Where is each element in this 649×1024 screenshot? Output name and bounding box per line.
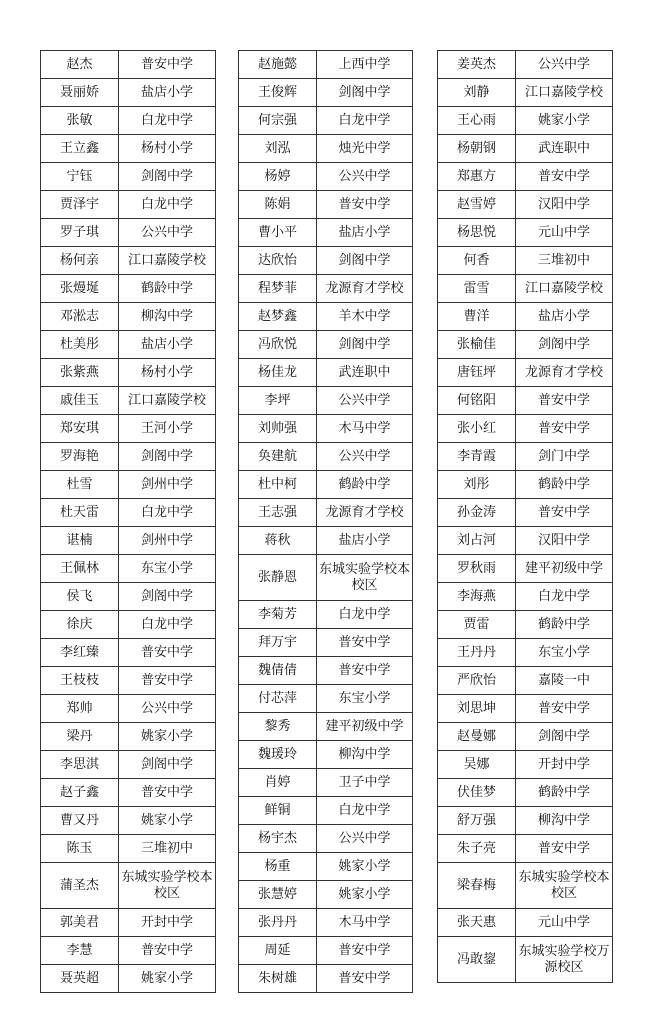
student-name-cell: 邓淞志 (41, 303, 119, 331)
school-name-cell: 姚家小学 (516, 107, 613, 135)
school-name-cell: 剑阁中学 (119, 751, 216, 779)
table-row (239, 769, 413, 797)
student-name-cell: 赵曼娜 (438, 723, 516, 751)
school-name-cell: 东城实验学校万源校区 (516, 937, 613, 983)
school-name-cell: 盐店小学 (516, 303, 613, 331)
student-name-cell: 宁钰 (41, 163, 119, 191)
school-name-cell: 剑阁中学 (317, 79, 413, 107)
table-row (438, 303, 613, 331)
school-name-cell: 鹤龄中学 (516, 611, 613, 639)
table-row (438, 639, 613, 667)
school-name-cell: 木马中学 (317, 415, 413, 443)
table-row (41, 415, 216, 443)
school-name-cell: 王河小学 (119, 415, 216, 443)
school-name-cell: 汉阳中学 (516, 191, 613, 219)
table-row (239, 825, 413, 853)
student-name-cell: 冯敢鋆 (438, 937, 516, 983)
table-row (41, 443, 216, 471)
school-name-cell: 鹤龄中学 (317, 471, 413, 499)
table-row (239, 881, 413, 909)
student-name-cell: 刘彤 (438, 471, 516, 499)
school-name-cell: 江口嘉陵学校 (516, 275, 613, 303)
table-row (41, 107, 216, 135)
student-name-cell: 孙金涛 (438, 499, 516, 527)
school-name-cell: 普安中学 (119, 51, 216, 79)
school-name-cell: 武连职中 (317, 359, 413, 387)
table-row (41, 247, 216, 275)
school-name-cell: 普安中学 (119, 639, 216, 667)
school-name-cell: 白龙中学 (119, 107, 216, 135)
school-name-cell: 东城实验学校本校区 (516, 863, 613, 909)
school-name-cell: 鹤龄中学 (119, 275, 216, 303)
student-name-cell: 李慧 (41, 937, 119, 965)
student-name-cell: 李坪 (239, 387, 317, 415)
table-row (239, 51, 413, 79)
school-name-cell: 鹤龄中学 (516, 779, 613, 807)
table-row (239, 79, 413, 107)
table-row (438, 471, 613, 499)
student-name-cell: 谌楠 (41, 527, 119, 555)
table-row (438, 107, 613, 135)
student-name-cell: 杨重 (239, 853, 317, 881)
student-name-cell: 贾泽宇 (41, 191, 119, 219)
student-name-cell: 严欣怡 (438, 667, 516, 695)
student-name-cell: 李思淇 (41, 751, 119, 779)
student-name-cell: 奂建航 (239, 443, 317, 471)
school-name-cell: 普安中学 (317, 657, 413, 685)
school-name-cell: 公兴中学 (516, 51, 613, 79)
table-row (41, 135, 216, 163)
student-name-cell: 王佩林 (41, 555, 119, 583)
table-row (438, 667, 613, 695)
school-name-cell: 普安中学 (516, 499, 613, 527)
school-name-cell: 姚家小学 (119, 723, 216, 751)
table-row (239, 107, 413, 135)
table-row (438, 835, 613, 863)
school-name-cell: 剑门中学 (516, 443, 613, 471)
table-row (41, 79, 216, 107)
table-row (41, 937, 216, 965)
school-name-cell: 元山中学 (516, 909, 613, 937)
student-name-cell: 张敏 (41, 107, 119, 135)
school-name-cell: 嘉陵一中 (516, 667, 613, 695)
table-row (41, 695, 216, 723)
table-row (239, 909, 413, 937)
student-name-cell: 曹又丹 (41, 807, 119, 835)
table-row (239, 713, 413, 741)
table-row (41, 303, 216, 331)
student-name-cell: 刘帅强 (239, 415, 317, 443)
table-row (41, 527, 216, 555)
student-name-cell: 张丹丹 (239, 909, 317, 937)
table-row (41, 219, 216, 247)
student-name-cell: 王俊辉 (239, 79, 317, 107)
student-name-cell: 肖婷 (239, 769, 317, 797)
school-name-cell: 羊木中学 (317, 303, 413, 331)
student-name-cell: 李菊芳 (239, 601, 317, 629)
student-name-cell: 陈娟 (239, 191, 317, 219)
student-name-cell: 王丹丹 (438, 639, 516, 667)
table-row (239, 741, 413, 769)
school-name-cell: 江口嘉陵学校 (119, 247, 216, 275)
table-row (239, 415, 413, 443)
school-name-cell: 杨村小学 (119, 359, 216, 387)
student-name-cell: 朱子亮 (438, 835, 516, 863)
table-row (438, 51, 613, 79)
student-name-cell: 杜雪 (41, 471, 119, 499)
school-name-cell: 公兴中学 (317, 825, 413, 853)
student-name-cell: 姜英杰 (438, 51, 516, 79)
table-row (41, 359, 216, 387)
student-name-cell: 舒万强 (438, 807, 516, 835)
school-name-cell: 普安中学 (516, 387, 613, 415)
school-name-cell: 剑阁中学 (119, 583, 216, 611)
school-name-cell: 姚家小学 (317, 881, 413, 909)
school-name-cell: 白龙中学 (119, 611, 216, 639)
school-name-cell: 普安中学 (516, 163, 613, 191)
student-name-cell: 张熳埏 (41, 275, 119, 303)
table-row (438, 863, 613, 909)
table-row (41, 611, 216, 639)
student-name-cell: 聂丽娇 (41, 79, 119, 107)
school-name-cell: 鹤龄中学 (516, 471, 613, 499)
school-name-cell: 元山中学 (516, 219, 613, 247)
table-row (41, 965, 216, 993)
table-row (438, 499, 613, 527)
student-name-cell: 郑惠方 (438, 163, 516, 191)
student-name-cell: 杨婷 (239, 163, 317, 191)
student-name-cell: 魏瑗玲 (239, 741, 317, 769)
table-row (41, 667, 216, 695)
student-name-cell: 黎秀 (239, 713, 317, 741)
school-name-cell: 普安中学 (119, 667, 216, 695)
table-row (41, 909, 216, 937)
student-name-cell: 杨何亲 (41, 247, 119, 275)
student-name-cell: 张紫燕 (41, 359, 119, 387)
student-name-cell: 伏佳梦 (438, 779, 516, 807)
table-row (41, 191, 216, 219)
table-row (438, 443, 613, 471)
table-row (239, 657, 413, 685)
table-row (239, 965, 413, 993)
table-row (41, 499, 216, 527)
school-name-cell: 卫子中学 (317, 769, 413, 797)
table-row (438, 555, 613, 583)
student-name-cell: 戚佳玉 (41, 387, 119, 415)
student-name-cell: 梁春梅 (438, 863, 516, 909)
table-row (239, 359, 413, 387)
table-row (438, 331, 613, 359)
table-row (438, 359, 613, 387)
school-name-cell: 东城实验学校本校区 (317, 555, 413, 601)
student-name-cell: 刘静 (438, 79, 516, 107)
table-row (239, 443, 413, 471)
table-row (438, 751, 613, 779)
school-name-cell: 龙源育才学校 (317, 275, 413, 303)
school-name-cell: 剑阁中学 (119, 443, 216, 471)
school-name-cell: 剑州中学 (119, 471, 216, 499)
school-name-cell: 剑阁中学 (317, 331, 413, 359)
table-row (41, 751, 216, 779)
school-name-cell: 东宝小学 (516, 639, 613, 667)
student-name-cell: 杨宇杰 (239, 825, 317, 853)
school-name-cell: 烛光中学 (317, 135, 413, 163)
table-row (239, 135, 413, 163)
school-name-cell: 开封中学 (119, 909, 216, 937)
table-row (239, 387, 413, 415)
roster-table-right (437, 50, 613, 983)
student-name-cell: 王立鑫 (41, 135, 119, 163)
student-name-cell: 雷雪 (438, 275, 516, 303)
student-name-cell: 赵子鑫 (41, 779, 119, 807)
table-row (438, 79, 613, 107)
school-name-cell: 姚家小学 (119, 965, 216, 993)
table-row (438, 527, 613, 555)
table-row (438, 937, 613, 983)
student-name-cell: 唐钰坪 (438, 359, 516, 387)
school-name-cell: 普安中学 (317, 629, 413, 657)
table-row (239, 527, 413, 555)
student-name-cell: 程梦菲 (239, 275, 317, 303)
student-name-cell: 赵梦鑫 (239, 303, 317, 331)
school-name-cell: 三堆初中 (119, 835, 216, 863)
school-name-cell: 江口嘉陵学校 (516, 79, 613, 107)
school-name-cell: 普安中学 (317, 937, 413, 965)
student-name-cell: 魏倩倩 (239, 657, 317, 685)
student-name-cell: 刘泓 (239, 135, 317, 163)
school-name-cell: 公兴中学 (317, 163, 413, 191)
student-name-cell: 刘思坤 (438, 695, 516, 723)
table-row (239, 797, 413, 825)
student-name-cell: 赵雪婷 (438, 191, 516, 219)
table-row (41, 779, 216, 807)
student-name-cell: 李青霞 (438, 443, 516, 471)
table-row (438, 695, 613, 723)
table-row (438, 163, 613, 191)
table-row (438, 275, 613, 303)
school-name-cell: 公兴中学 (119, 695, 216, 723)
school-name-cell: 上西中学 (317, 51, 413, 79)
student-name-cell: 张慧婷 (239, 881, 317, 909)
school-name-cell: 盐店小学 (119, 79, 216, 107)
table-row (41, 723, 216, 751)
school-name-cell: 柳沟中学 (317, 741, 413, 769)
student-name-cell: 王枝枝 (41, 667, 119, 695)
student-name-cell: 付芯萍 (239, 685, 317, 713)
student-name-cell: 梁丹 (41, 723, 119, 751)
table-row (239, 853, 413, 881)
student-name-cell: 杜天雷 (41, 499, 119, 527)
school-name-cell: 白龙中学 (317, 107, 413, 135)
student-name-cell: 贾雷 (438, 611, 516, 639)
table-row (239, 601, 413, 629)
school-name-cell: 普安中学 (317, 965, 413, 993)
table-row (438, 723, 613, 751)
school-name-cell: 柳沟中学 (516, 807, 613, 835)
table-row (41, 555, 216, 583)
table-row (438, 611, 613, 639)
school-name-cell: 木马中学 (317, 909, 413, 937)
school-name-cell: 白龙中学 (119, 191, 216, 219)
table-row (41, 51, 216, 79)
table-row (239, 331, 413, 359)
student-name-cell: 张静恩 (239, 555, 317, 601)
student-name-cell: 冯欣悦 (239, 331, 317, 359)
student-name-cell: 杨思悦 (438, 219, 516, 247)
school-name-cell: 龙源育才学校 (516, 359, 613, 387)
table-row (239, 303, 413, 331)
school-name-cell: 普安中学 (119, 779, 216, 807)
school-name-cell: 盐店小学 (119, 331, 216, 359)
school-name-cell: 公兴中学 (317, 387, 413, 415)
school-name-cell: 武连职中 (516, 135, 613, 163)
student-name-cell: 张小红 (438, 415, 516, 443)
school-name-cell: 三堆初中 (516, 247, 613, 275)
table-row (41, 583, 216, 611)
table-row (239, 937, 413, 965)
table-row (41, 275, 216, 303)
table-row (41, 387, 216, 415)
student-name-cell: 张榆佳 (438, 331, 516, 359)
table-row (438, 247, 613, 275)
student-name-cell: 张天惠 (438, 909, 516, 937)
student-name-cell: 朱树雄 (239, 965, 317, 993)
student-name-cell: 郑帅 (41, 695, 119, 723)
student-name-cell: 郑安琪 (41, 415, 119, 443)
student-name-cell: 李海燕 (438, 583, 516, 611)
student-name-cell: 王志强 (239, 499, 317, 527)
table-row (239, 219, 413, 247)
table-row (239, 555, 413, 601)
student-name-cell: 赵施懿 (239, 51, 317, 79)
table-row (41, 331, 216, 359)
school-name-cell: 龙源育才学校 (317, 499, 413, 527)
student-name-cell: 杜中柯 (239, 471, 317, 499)
school-name-cell: 汉阳中学 (516, 527, 613, 555)
school-name-cell: 姚家小学 (119, 807, 216, 835)
school-name-cell: 公兴中学 (317, 443, 413, 471)
school-name-cell: 开封中学 (516, 751, 613, 779)
student-name-cell: 杜美彤 (41, 331, 119, 359)
student-name-cell: 杨朝钢 (438, 135, 516, 163)
student-name-cell: 王心雨 (438, 107, 516, 135)
school-name-cell: 江口嘉陵学校 (119, 387, 216, 415)
student-name-cell: 何铭阳 (438, 387, 516, 415)
student-name-cell: 曹小平 (239, 219, 317, 247)
student-name-cell: 罗子琪 (41, 219, 119, 247)
student-name-cell: 何宗强 (239, 107, 317, 135)
table-row (239, 499, 413, 527)
school-name-cell: 杨村小学 (119, 135, 216, 163)
student-name-cell: 吴娜 (438, 751, 516, 779)
table-row (41, 163, 216, 191)
table-row (438, 135, 613, 163)
table-row (239, 685, 413, 713)
student-name-cell: 拜万宇 (239, 629, 317, 657)
student-name-cell: 李红臻 (41, 639, 119, 667)
table-row (239, 247, 413, 275)
school-name-cell: 白龙中学 (516, 583, 613, 611)
student-name-cell: 徐庆 (41, 611, 119, 639)
roster-table-left (40, 50, 216, 993)
student-name-cell: 曹洋 (438, 303, 516, 331)
table-row (41, 639, 216, 667)
table-row (239, 163, 413, 191)
school-name-cell: 白龙中学 (317, 601, 413, 629)
student-name-cell: 侯飞 (41, 583, 119, 611)
student-name-cell: 聂英超 (41, 965, 119, 993)
school-name-cell: 剑阁中学 (516, 331, 613, 359)
school-name-cell: 东宝小学 (119, 555, 216, 583)
school-name-cell: 公兴中学 (119, 219, 216, 247)
table-row (438, 219, 613, 247)
school-name-cell: 普安中学 (119, 937, 216, 965)
school-name-cell: 普安中学 (516, 415, 613, 443)
table-row (438, 387, 613, 415)
school-name-cell: 剑阁中学 (516, 723, 613, 751)
school-name-cell: 白龙中学 (119, 499, 216, 527)
table-row (438, 191, 613, 219)
school-name-cell: 盐店小学 (317, 219, 413, 247)
student-name-cell: 罗海艳 (41, 443, 119, 471)
student-name-cell: 陈玉 (41, 835, 119, 863)
student-name-cell: 鲜铜 (239, 797, 317, 825)
school-name-cell: 普安中学 (516, 695, 613, 723)
table-row (438, 807, 613, 835)
student-name-cell: 刘占河 (438, 527, 516, 555)
table-row (239, 191, 413, 219)
table-row (438, 583, 613, 611)
school-name-cell: 白龙中学 (317, 797, 413, 825)
student-name-cell: 何香 (438, 247, 516, 275)
school-name-cell: 剑州中学 (119, 527, 216, 555)
school-name-cell: 姚家小学 (317, 853, 413, 881)
table-row (41, 835, 216, 863)
table-row (239, 471, 413, 499)
school-name-cell: 建平初级中学 (516, 555, 613, 583)
school-name-cell: 普安中学 (516, 835, 613, 863)
student-name-cell: 郭美君 (41, 909, 119, 937)
school-name-cell: 剑阁中学 (119, 163, 216, 191)
school-name-cell: 剑阁中学 (317, 247, 413, 275)
student-name-cell: 杨佳龙 (239, 359, 317, 387)
student-name-cell: 周延 (239, 937, 317, 965)
table-row (239, 629, 413, 657)
school-name-cell: 东宝小学 (317, 685, 413, 713)
table-row (41, 863, 216, 909)
school-name-cell: 建平初级中学 (317, 713, 413, 741)
table-row (41, 471, 216, 499)
table-row (438, 415, 613, 443)
table-row (438, 909, 613, 937)
roster-table-middle (238, 50, 413, 993)
table-row (438, 779, 613, 807)
student-name-cell: 赵杰 (41, 51, 119, 79)
student-name-cell: 达欣怡 (239, 247, 317, 275)
student-name-cell: 罗秋雨 (438, 555, 516, 583)
table-row (239, 275, 413, 303)
school-name-cell: 盐店小学 (317, 527, 413, 555)
student-name-cell: 蒲圣杰 (41, 863, 119, 909)
table-row (41, 807, 216, 835)
school-name-cell: 柳沟中学 (119, 303, 216, 331)
student-name-cell: 蒋秋 (239, 527, 317, 555)
school-name-cell: 东城实验学校本校区 (119, 863, 216, 909)
school-name-cell: 普安中学 (317, 191, 413, 219)
